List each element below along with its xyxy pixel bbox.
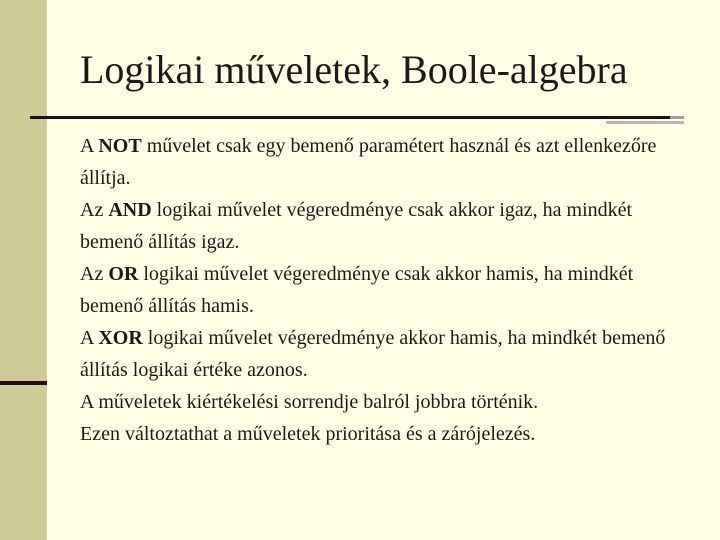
paragraph-priority	[80, 418, 680, 450]
paragraph-text: Ezen változtathat a műveletek prioritása és a zárójelezés.	[80, 423, 536, 445]
left-decorative-band	[0, 0, 47, 540]
keyword-not: NOT	[98, 135, 142, 157]
slide-title: Logikai műveletek, Boole-algebra	[80, 47, 628, 92]
paragraph-text: A műveletek kiértékelési sorrendje balról jobbra történik.	[80, 391, 539, 413]
paragraph-text: logikai művelet végeredménye akkor hamis, ha mindkét bemenő állítás logikai értéke azonos.	[80, 327, 666, 381]
paragraph-prefix: Az	[80, 199, 109, 221]
paragraph-prefix: Az	[80, 263, 109, 285]
paragraph-prefix: A	[80, 135, 99, 157]
paragraph-text: logikai művelet végeredménye csak akkor igaz, ha mindkét bemenő állítás igaz.	[80, 199, 633, 253]
paragraph-order	[80, 386, 680, 418]
paragraph-prefix: A	[80, 327, 99, 349]
keyword-and: AND	[108, 199, 152, 221]
keyword-or: OR	[108, 263, 139, 285]
keyword-xor: XOR	[98, 327, 143, 349]
paragraph-xor	[80, 322, 680, 386]
slide-body	[80, 130, 680, 450]
paragraph-and	[80, 194, 680, 258]
left-accent-bar	[0, 381, 47, 385]
title-underline	[30, 116, 670, 119]
title-underline-end	[670, 116, 684, 119]
title-underline-shadow	[606, 121, 684, 124]
paragraph-not	[80, 130, 680, 194]
paragraph-or	[80, 258, 680, 322]
paragraph-text: logikai művelet végeredménye csak akkor hamis, ha mindkét bemenő állítás hamis.	[80, 263, 634, 317]
paragraph-text: művelet csak egy bemenő paramétert használ és azt ellenkezőre állítja.	[80, 135, 657, 189]
